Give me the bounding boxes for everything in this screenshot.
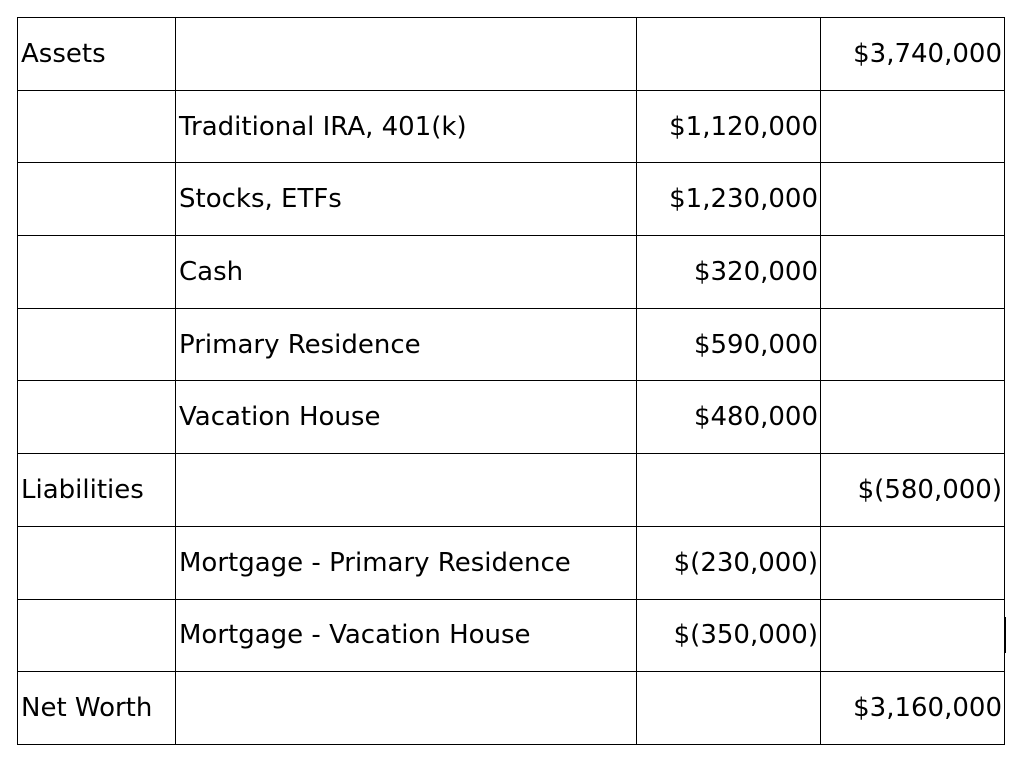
table-row-net-worth [18, 672, 1005, 745]
row-label-cell[interactable] [18, 526, 176, 599]
row-label-cell[interactable]: Liabilities [18, 454, 176, 527]
row-label-cell[interactable] [18, 90, 176, 163]
item-name-cell[interactable]: Mortgage - Primary Residence [176, 526, 637, 599]
row-label-cell[interactable] [18, 381, 176, 454]
group-total-cell[interactable]: $(580,000) [821, 454, 1005, 527]
group-total-cell[interactable] [821, 236, 1005, 309]
table-row-liabilities [18, 454, 1005, 527]
row-label-cell[interactable] [18, 163, 176, 236]
text-cursor [1004, 617, 1006, 653]
item-amount-cell[interactable] [637, 454, 821, 527]
item-name-cell[interactable]: Mortgage - Vacation House [176, 599, 637, 672]
group-total-cell[interactable] [821, 599, 1005, 672]
item-name-cell[interactable]: Traditional IRA, 401(k) [176, 90, 637, 163]
group-total-cell[interactable] [821, 381, 1005, 454]
item-name-cell[interactable]: Cash [176, 236, 637, 309]
table-row [18, 526, 1005, 599]
net-worth-table [17, 17, 1005, 745]
item-amount-cell[interactable]: $(230,000) [637, 526, 821, 599]
row-label-cell[interactable] [18, 236, 176, 309]
table-row [18, 381, 1005, 454]
item-amount-cell[interactable] [637, 18, 821, 91]
table-row [18, 90, 1005, 163]
item-amount-cell[interactable]: $480,000 [637, 381, 821, 454]
row-label-cell[interactable]: Net Worth [18, 672, 176, 745]
group-total-cell[interactable]: $3,740,000 [821, 18, 1005, 91]
row-label-cell[interactable]: Assets [18, 18, 176, 91]
group-total-cell[interactable]: $3,160,000 [821, 672, 1005, 745]
table-row [18, 599, 1005, 672]
group-total-cell[interactable] [821, 163, 1005, 236]
table-row [18, 236, 1005, 309]
table-row [18, 308, 1005, 381]
item-amount-cell[interactable]: $(350,000) [637, 599, 821, 672]
item-name-cell[interactable]: Stocks, ETFs [176, 163, 637, 236]
item-amount-cell[interactable]: $1,120,000 [637, 90, 821, 163]
item-amount-cell[interactable] [637, 672, 821, 745]
item-name-cell[interactable] [176, 672, 637, 745]
item-name-cell[interactable] [176, 454, 637, 527]
item-name-cell[interactable]: Primary Residence [176, 308, 637, 381]
table-row-assets [18, 18, 1005, 91]
item-amount-cell[interactable]: $1,230,000 [637, 163, 821, 236]
item-amount-cell[interactable]: $590,000 [637, 308, 821, 381]
group-total-cell[interactable] [821, 526, 1005, 599]
row-label-cell[interactable] [18, 308, 176, 381]
item-name-cell[interactable] [176, 18, 637, 91]
group-total-cell[interactable] [821, 90, 1005, 163]
table-row [18, 163, 1005, 236]
item-name-cell[interactable]: Vacation House [176, 381, 637, 454]
row-label-cell[interactable] [18, 599, 176, 672]
group-total-cell[interactable] [821, 308, 1005, 381]
item-amount-cell[interactable]: $320,000 [637, 236, 821, 309]
